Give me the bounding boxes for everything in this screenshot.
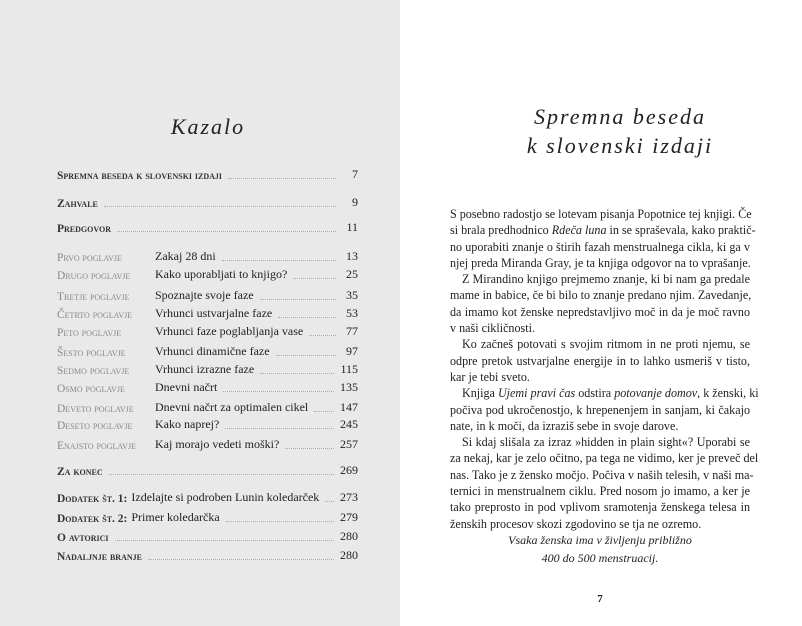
toc-entry [57, 219, 358, 235]
toc-entry [57, 489, 358, 505]
toc-entry-page: 273 [340, 490, 358, 504]
body-text [450, 206, 759, 532]
toc-leader-dots [223, 391, 334, 392]
toc-leader-dots [222, 260, 336, 261]
toc-entry [57, 528, 358, 544]
paragraph [450, 434, 759, 532]
toc-entry-title: Vrhunci ustvarjalne faze [155, 306, 273, 320]
toc-leader-dots [225, 428, 334, 429]
toc-entry-page: 269 [340, 463, 358, 477]
toc-entry-label: Za konec [57, 466, 103, 478]
chapter-title-line: Spremna beseda [534, 104, 706, 129]
toc-entry [57, 509, 358, 525]
text-line: ženskih procesov skozi zgodovino se tja ne ozremo. [450, 516, 702, 531]
text-line: počiva pod ukročenostjo, k hrepenenjem in sanjam, ki čakajo [450, 402, 750, 417]
toc-entry-label: Deseto poglavje [57, 420, 133, 432]
toc-entry-title: Kaj morajo vedeti moški? [155, 437, 280, 451]
toc-leader-dots [148, 559, 334, 560]
toc-entry-page: 147 [340, 400, 358, 414]
text-line: Ko začneš potovati s svojim ritmom in ne proti njemu, se [462, 337, 750, 352]
quote-line: 400 do 500 menstruacij. [541, 551, 659, 565]
toc-entry-page: 245 [340, 417, 358, 431]
toc-entry-page: 77 [346, 324, 358, 338]
toc-entry-label: Dodatek št. 2: [57, 513, 128, 525]
toc-leader-dots [104, 206, 336, 207]
toc-entry-label: Sedmo poglavje [57, 365, 130, 377]
toc-leader-dots [314, 411, 334, 412]
toc-entry [57, 305, 358, 321]
toc-entry [57, 287, 358, 303]
toc-entry [57, 379, 358, 395]
toc-entry-title: Vrhunci faze poglabljanja vase [155, 324, 304, 338]
toc-entry [57, 266, 358, 282]
toc-entry-title: Izdelajte si podroben Lunin koledarček [131, 490, 320, 504]
page-number: 7 [597, 593, 603, 605]
toc-leader-dots [293, 278, 336, 279]
toc-entry-page: 280 [340, 548, 358, 562]
toc-entry-label: Šesto poglavje [57, 347, 126, 359]
left-page-toc [0, 0, 400, 626]
toc-leader-dots [276, 355, 336, 356]
toc-entry [57, 343, 358, 359]
toc-entry-title: Dnevni načrt [155, 380, 218, 394]
toc-leader-dots [226, 521, 334, 522]
toc-entry-page: 97 [346, 344, 358, 358]
toc-leader-dots [228, 178, 336, 179]
text-line: mame in babice, če bi bilo to znanje predano njim. Zavedanje, [450, 288, 752, 303]
toc-entry-label: Prvo poglavje [57, 252, 122, 264]
toc-entry-page: 280 [340, 529, 358, 543]
toc-entry-label: O avtorici [57, 532, 109, 544]
toc-entry-title: Vrhunci izrazne faze [155, 362, 255, 376]
toc-entry-title: Vrhunci dinamične faze [155, 344, 270, 358]
toc-entry [57, 547, 358, 563]
text-line: Knjiga Ujemi pravi čas odstira potovanje domov, k ženski, ki [462, 386, 759, 401]
toc-entry-title: Spoznajte svoje faze [155, 288, 254, 302]
paragraph [450, 385, 759, 434]
text-line: tako preprosto in pod vplivom sramotenja ženskega telesa in [450, 500, 750, 515]
toc-entry-label: Deveto poglavje [57, 403, 134, 415]
toc-entry-title: Kako naprej? [155, 417, 220, 431]
text-line: njej preda Miranda Gray, je ta knjiga odgovor na to vprašanje. [450, 255, 751, 270]
toc-entry-page: 13 [346, 249, 358, 263]
text-line: za nekaj, kar je zelo očitno, pa tega ne vidimo, ker je preveč del [450, 451, 759, 466]
toc-entry-page: 11 [346, 220, 358, 234]
toc-entry [57, 194, 358, 210]
toc-entry-title: Kako uporabljati to knjigo? [155, 267, 288, 281]
quote-line: Vsaka ženska ima v življenju približno [508, 533, 692, 547]
toc-entry-label: Peto poglavje [57, 327, 122, 339]
toc-leader-dots [309, 335, 336, 336]
chapter-title [400, 102, 802, 160]
toc-entry-page: 135 [340, 380, 358, 394]
toc-entry-label: Enajsto poglavje [57, 440, 136, 452]
text-line: nate, in k moči, da izraziš sebe in svoje darove. [450, 418, 679, 433]
toc-entry [57, 248, 358, 264]
toc-entry [57, 416, 358, 432]
toc-entry-page: 53 [346, 306, 358, 320]
toc-entry-page: 257 [340, 437, 358, 451]
toc-leader-dots [278, 317, 336, 318]
toc-entry-page: 35 [346, 288, 358, 302]
text-line: Z Mirandino knjigo prejmemo znanje, ki bi nam ga predale [462, 272, 750, 287]
toc-entry-label: Tretje poglavje [57, 291, 130, 303]
toc-entry-page: 115 [340, 362, 358, 376]
text-line: no uporabiti znanje o štirih fazah menstrualnega cikla, ki ga v [450, 239, 750, 254]
text-line: kar je tebi sveto. [450, 369, 530, 384]
toc-entry-title: Dnevni načrt za optimalen cikel [155, 400, 309, 414]
toc-entry-label: Nadaljnje branje [57, 551, 142, 563]
toc-leader-dots [117, 231, 336, 232]
toc-title: Kazalo [170, 114, 246, 139]
toc-entry-page: 25 [346, 267, 358, 281]
text-line: nas. Tako je z žensko močjo. Počiva v naših telesih, v naši ma- [450, 467, 754, 482]
toc-leader-dots [285, 448, 334, 449]
toc-entry-label: Dodatek št. 1: [57, 493, 128, 505]
toc-entry [57, 361, 358, 377]
toc-entry-label: Zahvale [57, 198, 98, 210]
text-line: v naši cikličnosti. [450, 321, 535, 336]
text-line: S posebno radostjo se lotevam pisanja Popotnice tej knjigi. Če [450, 207, 752, 221]
toc-leader-dots [260, 373, 334, 374]
text-line: Si kdaj slišala za izraz »hidden in plain sight«? Uporabi se [462, 435, 750, 450]
toc-entry-page: 7 [352, 167, 358, 181]
toc-entry [57, 462, 358, 478]
toc-entry-title: Zakaj 28 dni [155, 249, 216, 263]
paragraph [450, 336, 750, 385]
paragraph [450, 206, 756, 271]
text-line: odpre pretok ustvarjalne energije in to lahko usmeriš v tisto, [450, 353, 750, 368]
paragraph [450, 271, 750, 336]
toc-entry [57, 436, 358, 452]
toc-entry [57, 323, 358, 339]
text-line: si brala predhodnico Rdeča luna in se spraševala, kako praktič- [450, 223, 756, 238]
toc-entry-page: 279 [340, 510, 358, 524]
toc-leader-dots [260, 299, 336, 300]
epigraph-quote [450, 531, 750, 567]
toc-entry-title: Primer koledarčka [131, 510, 220, 524]
toc-leader-dots [115, 540, 334, 541]
toc-leader-dots [325, 501, 334, 502]
chapter-title-line: k slovenski izdaji [526, 133, 714, 158]
toc-entry-label: Predgovor [57, 223, 111, 235]
toc-entry-label: Četrto poglavje [57, 309, 133, 321]
toc-leader-dots [109, 474, 334, 475]
toc-entry-page: 9 [352, 195, 358, 209]
toc-entry [57, 166, 358, 182]
text-line: da imamo kot ženske nepredstavljivo moč in da je moč ravno [450, 304, 750, 319]
toc-entry-label: Drugo poglavje [57, 270, 131, 282]
toc-entry-label: Osmo poglavje [57, 383, 125, 395]
text-line: ternici in menstrualnem ciklu. Pred nosom jo imamo, a ker je [450, 484, 750, 499]
toc-entry-label: Spremna beseda k slovenski izdaji [57, 170, 223, 182]
toc-entry [57, 399, 358, 415]
